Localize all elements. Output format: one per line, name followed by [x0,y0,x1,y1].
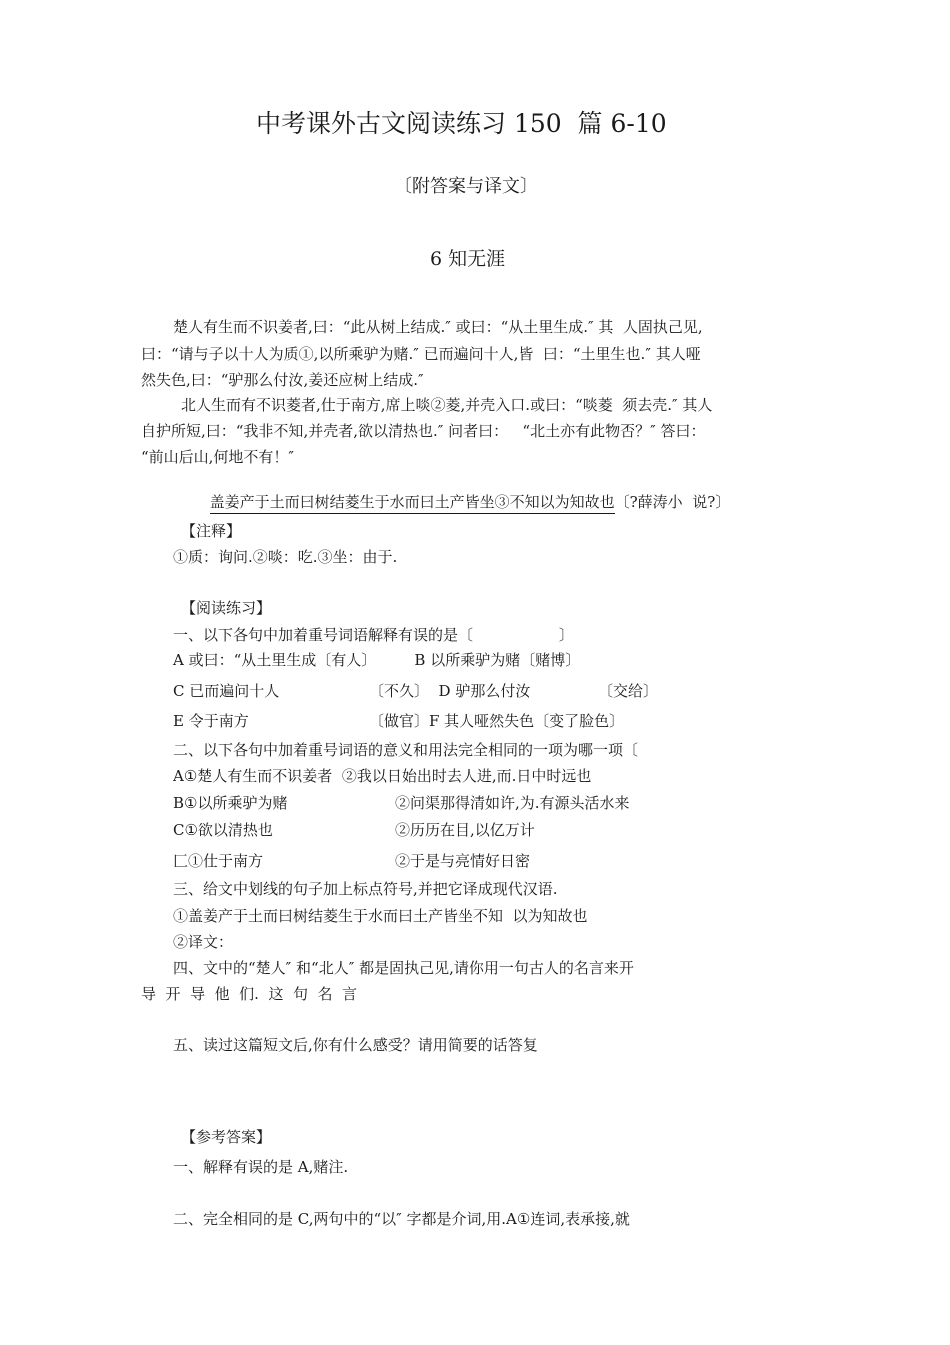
passage-line: 曰：“请与子以十人为质①,以所乘驴为赌.″ 已而遍问十人,皆 曰：“土里生也.″ 其人哑 [141,345,701,363]
question-1-option-c: C 已而遍问十人 [173,682,280,700]
question-2-option-c1: C①欲以清热也 [173,821,273,839]
answer-2: 二、完全相同的是 C,两句中的“以″ 字都是介词,用.A①连词,表承接,就 [173,1210,630,1228]
passage-line: 自护所短,曰：“我非不知,并壳者,欲以清热也.″ 问者曰： “北土亦有此物否？″ 答曰： [141,422,706,440]
question-1-option-f: 〔做官〕F 其人哑然失色〔变了脸色〕 [369,712,625,730]
question-2-option-b1: B①以所乘驴为赌 [173,794,288,812]
page-title: 中考课外古文阅读练习 150 篇 6-10 [256,109,667,138]
question-1-options-row: A 或曰：“从土里生成〔有人〕 B 以所乘驴为赌〔赌博〕 [173,651,581,669]
page-subtitle: 〔附答案与译文〕 [394,176,538,197]
passage-source: 〔?薛涛小 说?〕 [614,493,731,511]
question-4-line: 四、文中的“楚人″ 和“北人″ 都是固执己见,请你用一句古人的名言来开 [173,959,634,977]
answers-heading: 【参考答案】 [181,1128,272,1146]
question-2-stem: 二、以下各句中加着重号词语的意义和用法完全相同的一项为哪一项〔 [173,741,639,759]
underlined-sentence: 盖姜产于土而曰树结菱生于水而曰土产皆坐③不知以为知故也 [210,493,615,514]
notes-text: ①质：询问.②啖：吃.③坐：由于. [173,548,398,566]
passage-line: “前山后山,何地不有！″ [141,448,295,466]
question-2-option-b2: ②问渠那得清如许,为.有源头活水来 [395,794,630,812]
passage-line: 然失色,曰：“驴那么付汝,姜还应树上结成.″ [141,371,424,389]
question-3-sentence: ①盖姜产于土而曰树结菱生于水而曰土产皆坐不知 以为知故也 [173,907,588,925]
question-1-option-e: E 令于南方 [173,712,249,730]
question-2-option-d1: 匚①仕于南方 [173,852,264,870]
passage-line: 北人生而有不识菱者,仕于南方,席上啖②菱,并壳入口.或曰：“啖菱 须去壳.″ 其人 [181,396,713,414]
question-2-option-a: A①楚人有生而不识姜者 ②我以日始出时去人进,而.日中时远也 [173,767,592,785]
notes-heading: 【注释】 [181,522,242,540]
question-1-stem: 一、以下各句中加着重号词语解释有误的是〔 〕 [173,626,574,644]
answer-1: 一、解释有误的是 A,赌注. [173,1158,349,1176]
question-2-option-d2: ②于是与亮情好日密 [395,852,531,870]
exercises-heading: 【阅读练习】 [181,599,272,617]
passage-line: 楚人有生而不识姜者,曰：“此从树上结成.″ 或曰：“从土里生成.″ 其 人固执己见, [173,318,703,336]
question-5: 五、读过这篇短文后,你有什么感受？请用简要的话答复 [173,1036,538,1054]
section-title: 6 知无涯 [430,248,506,270]
question-3-stem: 三、给文中划线的句子加上标点符号,并把它译成现代汉语. [173,880,558,898]
question-3-translation-label: ②译文： [173,933,234,951]
question-1-option-d: 〔不久〕 D 驴那么付汝 [369,682,531,700]
question-1-option-d-gloss: 〔交给〕 [598,682,659,700]
question-2-option-c2: ②历历在目,以亿万计 [395,821,535,839]
underlined-sentence-row [181,472,730,532]
question-4-line: 导 开 导 他 们. 这 句 名 言 [141,985,358,1003]
